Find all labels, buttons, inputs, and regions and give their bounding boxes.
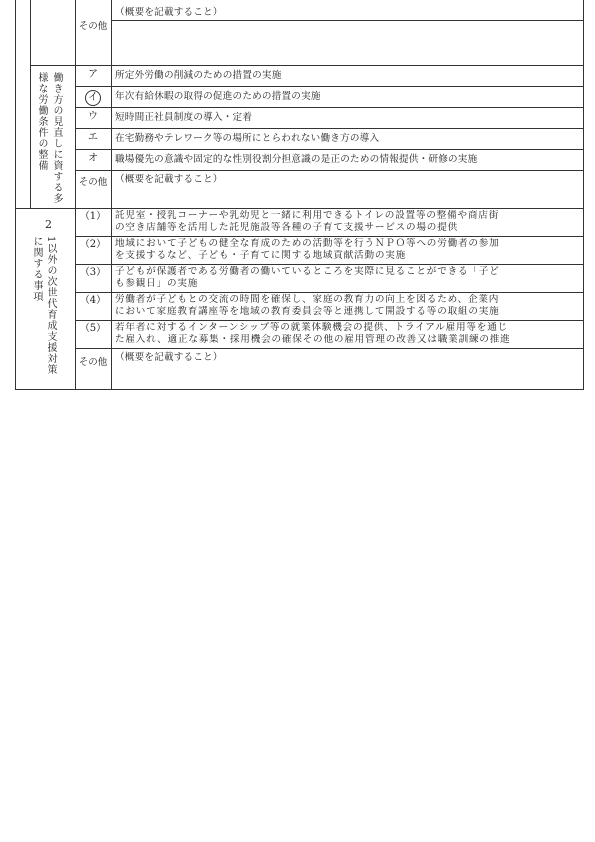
- item-number: （2）: [79, 239, 107, 250]
- measure-mark: [75, 111, 111, 123]
- measure-mark: [75, 132, 111, 144]
- item-text-line1: 地域において子どもの健全な育成のための活動等を行うＮＰＯ等への労働者の参加: [115, 238, 500, 249]
- mark-text: オ: [88, 153, 98, 164]
- item-text-line2: も参観日」の実施: [115, 278, 199, 289]
- measure-text: 職場優先の意識や固定的な性別役割分担意識の是正のための情報提供・研修の実施: [115, 154, 478, 165]
- top-other-label: その他: [78, 21, 108, 32]
- item-text-line1: 託児室・授乳コーナーや乳幼児と一緒に利用できるトイレの設置等の整備や商店街: [115, 210, 500, 221]
- item-text-line1: 労働者が子どもとの交流の時間を確保し、家庭の教育力の向上を図るため、企業内: [115, 294, 500, 305]
- measure-mark: [75, 69, 111, 81]
- item-text-line2: を支援するなど、子ども・子育てに関する地域貢献活動の実施: [115, 250, 407, 261]
- measure-text: 在宅勤務やテレワーク等の場所にとらわれない働き方の導入: [115, 133, 380, 144]
- item-text-line1: 子どもが保護者である労働者の働いているところを実際に見ることができる「子ど: [115, 266, 500, 277]
- item-number: （1）: [79, 211, 107, 222]
- circled-mark: イ: [85, 90, 101, 106]
- measure-text: 年次有給休暇の取得の促進のための措置の実施: [115, 91, 321, 102]
- item-number: （5）: [79, 323, 107, 334]
- section2-other-label: その他: [78, 357, 108, 368]
- item-number: （3）: [79, 267, 107, 278]
- section2-other-note: （概要を記載すること）: [115, 352, 223, 363]
- measure-text: 所定外労働の削減のための措置の実施: [115, 70, 282, 81]
- measure-mark: [75, 153, 111, 165]
- item-number: （4）: [79, 295, 107, 306]
- mark-text: ア: [88, 69, 98, 80]
- item-text-line2: において家庭教育講座等を地域の教育委員会等と連携して開設する等の取組の実施: [115, 306, 500, 317]
- item-text-line2: の空き店舗等を活用した託児施設等各種の子育て支援サービスの場の提供: [115, 222, 458, 233]
- measure-text: 短時間正社員制度の導入・定着: [115, 112, 253, 123]
- section2-number: 2: [45, 218, 52, 231]
- mark-text: エ: [88, 132, 98, 143]
- item-text-line2: た雇入れ、適正な募集・採用機会の確保その他の雇用管理の改善又は職業訓練の推進: [115, 334, 511, 345]
- measures-table: [15, 0, 584, 390]
- measure-mark: [75, 90, 111, 106]
- category-label: 働き方の見直しに資する多様な労働条件の整備: [36, 72, 62, 204]
- item-text-line1: 若年者に対するインターンシップ等の就業体験機会の提供、トライアル雇用等を通じ: [115, 322, 508, 333]
- top-other-note: （概要を記載すること）: [115, 7, 223, 18]
- mark-text: ウ: [88, 111, 98, 122]
- section1-other-note: （概要を記載すること）: [115, 174, 223, 185]
- section2-title: 1以外の次世代育成支援対策に関する事項: [31, 236, 56, 376]
- section1-other-label: その他: [78, 177, 108, 188]
